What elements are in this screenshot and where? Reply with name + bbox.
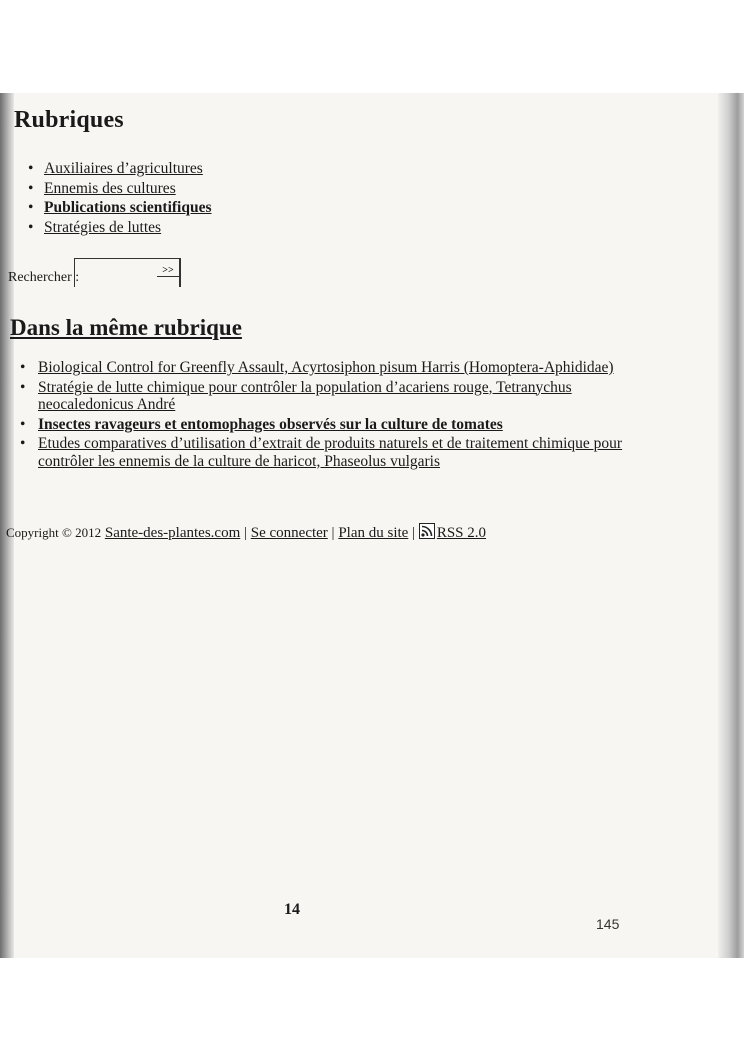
same-section-list — [20, 359, 632, 472]
rss-icon — [419, 523, 435, 544]
article-link-strategie-lutte[interactable]: Stratégie de lutte chimique pour contrôler la population d’acariens rouge, Tetranychus neocaledonicus André — [38, 378, 572, 413]
footer-separator: | — [331, 525, 335, 541]
footer-separator: | — [412, 525, 416, 541]
footer-separator: | — [243, 525, 247, 541]
list-item — [28, 159, 212, 179]
list-item — [20, 416, 632, 434]
list-item — [28, 179, 212, 199]
rubrique-link-publications[interactable]: Publications scientifiques — [44, 199, 212, 216]
sitemap-link[interactable]: Plan du site — [338, 525, 409, 541]
list-item — [20, 359, 632, 377]
rubrique-link-auxiliaires[interactable]: Auxiliaires d’agricultures — [44, 160, 203, 177]
article-link-insectes-tomates[interactable]: Insectes ravageurs et entomophages observés sur la culture de tomates — [38, 415, 503, 433]
search-submit-button[interactable]: >> — [157, 265, 179, 277]
same-section-title: Dans la même rubrique — [10, 315, 242, 340]
article-link-etudes-haricot[interactable]: Etudes comparatives d’utilisation d’extrait de produits naturels et de traitement chimique pour contrôler les ennemis de la culture de haricot, Phaseolus vulgaris — [38, 435, 623, 470]
handwritten-page-number: 145 — [596, 916, 620, 932]
search-input[interactable] — [74, 258, 181, 287]
rubrique-link-strategies[interactable]: Stratégies de luttes — [44, 218, 162, 236]
rubriques-title: Rubriques — [14, 107, 124, 133]
footer — [6, 523, 486, 544]
page-content — [0, 93, 700, 958]
list-item — [28, 218, 212, 238]
list-item — [20, 435, 632, 470]
rss-link[interactable]: RSS 2.0 — [436, 525, 487, 541]
copyright-text: Copyright © 2012 — [6, 525, 102, 540]
scanned-page — [0, 93, 744, 958]
login-link[interactable]: Se connecter — [250, 525, 328, 541]
search-label: Rechercher : — [8, 270, 80, 285]
article-link-biological-control[interactable]: Biological Control for Greenfly Assault, Acyrtosiphon pisum Harris (Homoptera-Aphididae) — [38, 359, 614, 376]
list-item — [28, 198, 212, 218]
site-home-link[interactable]: Sante-des-plantes.com — [104, 525, 241, 541]
list-item — [20, 379, 632, 414]
page-number: 14 — [284, 901, 300, 918]
rubrique-link-ennemis[interactable]: Ennemis des cultures — [44, 179, 176, 197]
page-edge-shadow — [718, 93, 744, 958]
rubriques-list — [28, 159, 212, 237]
